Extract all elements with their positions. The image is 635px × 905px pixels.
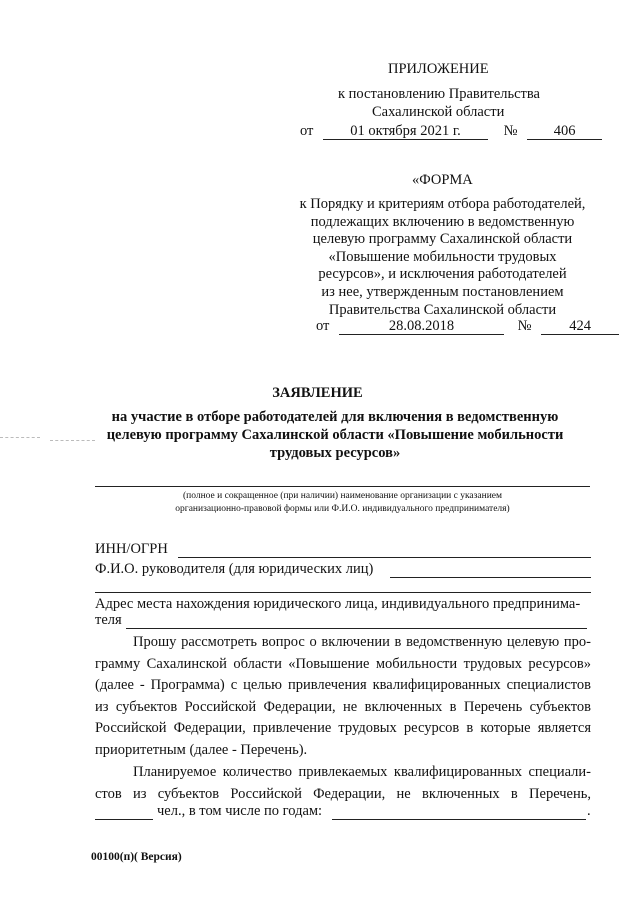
appendix-date: 01 октября 2021 г. xyxy=(323,123,488,140)
form-line: целевую программу Сахалинской области xyxy=(312,231,573,248)
paragraph-line: Российской Федерации, привлечение трудовых ресурсов в которые является xyxy=(95,720,591,737)
appendix-line-2: Сахалинской области xyxy=(372,104,505,120)
form-number-label: № xyxy=(517,318,532,334)
paragraph-line: приоритетным (далее - Перечень). xyxy=(95,741,308,758)
director-field[interactable] xyxy=(390,577,591,578)
statement-subtitle-line: трудовых ресурсов» xyxy=(269,445,401,461)
form-line: к Порядку и критериям отбора работодателей, xyxy=(299,196,586,212)
form-line: Правительства Сахалинской области xyxy=(328,301,557,318)
form-title: «ФОРМА xyxy=(412,172,473,188)
form-line: «Повышение мобильности трудовых xyxy=(328,248,557,265)
inn-label: ИНН/ОГРН xyxy=(95,541,168,557)
paragraph-line: грамму Сахалинской области «Повышение мобильности трудовых ресурсов» xyxy=(95,655,591,672)
form-description xyxy=(275,196,610,319)
appendix-line-1: к постановлению Правительства xyxy=(338,86,540,102)
scan-artifact xyxy=(0,437,40,438)
appendix-from-label: от xyxy=(300,123,314,139)
people-count-field[interactable] xyxy=(95,819,153,820)
form-line: из нее, утвержденным постановлением xyxy=(321,283,564,300)
appendix-number-label: № xyxy=(503,123,518,139)
footer-version-text: 00100(п)( Версия) xyxy=(91,851,182,863)
address-label-line-1: Адрес места нахождения юридического лица, индивидуального предпринима- xyxy=(95,596,581,612)
appendix-title: ПРИЛОЖЕНИЕ xyxy=(388,61,489,77)
form-line: подлежащих включению в ведомственную xyxy=(310,213,575,230)
director-label: Ф.И.О. руководителя (для юридических лиц) xyxy=(95,561,374,577)
inn-field[interactable] xyxy=(178,557,591,558)
footer-version xyxy=(91,851,182,863)
statement-subtitle-line: на участие в отборе работодателей для включения в ведомственную xyxy=(111,409,559,425)
years-field[interactable] xyxy=(332,819,586,820)
form-from-label: от xyxy=(316,318,330,334)
form-number: 424 xyxy=(541,318,619,335)
org-hint-line: (полное и сокращенное (при наличии) наименование организации с указанием xyxy=(182,491,503,501)
org-name-hint xyxy=(95,490,590,515)
paragraph-line: из субъектов Российской Федерации, не включенных в Перечень субъектов xyxy=(95,698,591,715)
end-period: . xyxy=(587,803,591,819)
appendix-number: 406 xyxy=(527,123,602,140)
org-hint-line: организационно-правовой формы или Ф.И.О. индивидуального предпринимателя) xyxy=(175,503,510,514)
form-date-row xyxy=(316,318,619,335)
form-line: ресурсов», и исключения работодателей xyxy=(318,266,567,283)
scan-artifact xyxy=(50,440,95,441)
form-date: 28.08.2018 xyxy=(339,318,504,335)
statement-title: ЗАЯВЛЕНИЕ xyxy=(272,385,363,401)
appendix-date-row xyxy=(300,123,602,140)
extra-field-line[interactable] xyxy=(95,592,591,593)
paragraph-2 xyxy=(95,761,591,805)
org-name-field[interactable] xyxy=(95,486,590,487)
address-field[interactable] xyxy=(126,628,587,629)
address-label-line-2: теля xyxy=(95,612,122,628)
paragraph-line: Планируемое количество привлекаемых квалифицированных специали- xyxy=(133,764,591,780)
paragraph-line: (далее - Программа) с целью привлечения квалифицированных специалистов xyxy=(95,677,591,694)
statement-subtitle xyxy=(60,408,610,462)
statement-subtitle-line: целевую программу Сахалинской области «Повышение мобильности xyxy=(106,427,564,443)
paragraph-1 xyxy=(95,632,591,762)
paragraph-line: стов из субъектов Российской Федерации, не включенных в Перечень, xyxy=(95,786,591,802)
people-label: чел., в том числе по годам: xyxy=(157,803,323,819)
paragraph-line: Прошу рассмотреть вопрос о включении в ведомственную целевую про- xyxy=(133,634,591,650)
